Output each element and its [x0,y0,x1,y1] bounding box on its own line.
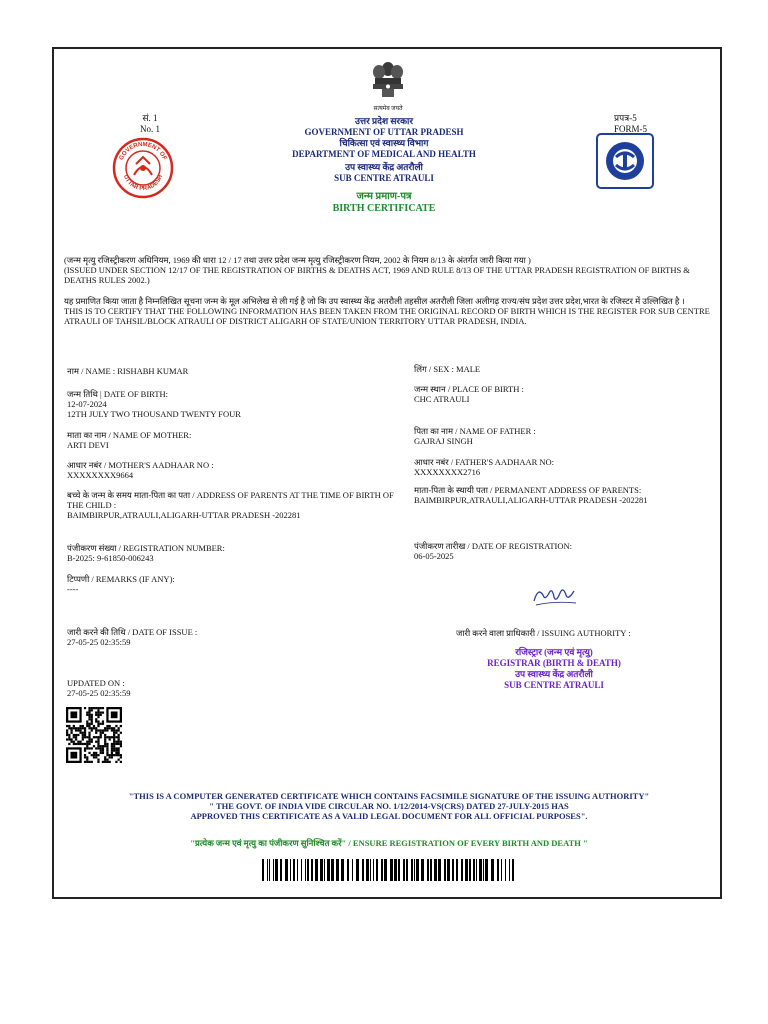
mother-aadhaar-value: XXXXXXXX9664 [67,470,134,480]
registration-date-label: पंजीकरण तारीख / DATE OF REGISTRATION: [414,541,573,551]
health-department-logo [596,133,654,194]
signature [530,581,580,616]
remarks [67,574,397,594]
dob-label: जन्म तिथि | DATE OF BIRTH: [67,389,169,399]
footer-line-3: APPROVED THIS CERTIFICATE AS A VALID LEGAL DOCUMENT FOR ALL OFFICIAL PURPOSES". [190,811,588,821]
serial-en: No. 1 [140,124,160,134]
address-at-birth [67,490,407,520]
father-aadhaar-value: XXXXXXXX2716 [414,467,481,477]
pob-label: जन्म स्थान / PLACE OF BIRTH : [414,384,524,394]
registration-number-label: पंजीकरण संख्या / REGISTRATION NUMBER: [67,543,225,553]
footer-line-1: "THIS IS A COMPUTER GENERATED CERTIFICATE WHICH CONTAINS FACSIMILE SIGNATURE OF THE ISSUING AUTHORITY" [128,791,650,801]
address-at-birth-value: BAIMBIRPUR,ATRAULI,ALIGARH-UTTAR PRADESH -202281 [67,510,301,520]
updated-value: 27-05-25 02:35:59 [67,688,131,698]
mother-aadhaar [67,460,397,480]
issue-date-label: जारी करने की तिथि / DATE OF ISSUE : [67,627,198,637]
qr-code-icon [66,707,122,763]
serial-hi: सं. 1 [142,113,158,123]
dob-words: 12TH JULY TWO THOUSAND TWENTY FOUR [67,409,241,419]
father-aadhaar-label: आधार नबंर / FATHER'S AADHAAR NO: [414,457,555,467]
department-hi: चिकित्सा एवं स्वास्थ्य विभाग [339,138,429,148]
serial-number [130,113,170,135]
certificate-title-en: BIRTH CERTIFICATE [332,203,436,214]
certification-text [64,296,718,326]
form-hi: प्रपत्र-5 [614,113,637,123]
registration-number [67,543,397,563]
statute-en: (ISSUED UNDER SECTION 12/17 OF THE REGISTRATION OF BIRTHS & DEATHS ACT, 1969 AND RULE 8/13 OF THE UTTAR PRADESH REGISTRATION OF BIRTHS & DEATHS RULES 2002.) [64,265,690,285]
place-of-birth [414,384,714,404]
header-block [234,116,534,215]
footer-line-2: " THE GOVT. OF INDIA VIDE CIRCULAR NO. 1/12/2014-VS(CRS) DATED 27-JULY-2015 HAS [209,801,569,811]
government-en: GOVERNMENT OF UTTAR PRADESH [304,127,464,137]
signature-icon [530,581,580,611]
mother-label: माता का नाम / NAME OF MOTHER: [67,430,192,440]
emblem-motto: सत्यमेव जयते [373,106,403,112]
father-aadhaar [414,457,714,477]
svg-text:GOVERNMENT OF: GOVERNMENT OF [118,141,168,162]
centre-hi: उप स्वास्थ्य केंद्र अतरौली [345,162,423,172]
centre-en: SUB CENTRE ATRAULI [334,173,434,183]
registration-number-value: B-2025: 9-61850-006243 [67,553,154,563]
barcode-icon [262,859,516,881]
registrar-en: REGISTRAR (BIRTH & DEATH) [487,658,621,668]
department-en: DEPARTMENT OF MEDICAL AND HEALTH [292,149,476,159]
date-of-issue [67,627,397,647]
crs-logo-icon [596,133,654,189]
svg-text:UTTAR PRADESH: UTTAR PRADESH [121,174,165,193]
sex [414,364,714,374]
sex-field: लिंग / SEX : MALE [414,364,481,374]
updated-on [67,678,397,698]
government-hi: उत्तर प्रदेश सरकार [354,116,414,126]
permanent-address [414,485,714,505]
up-government-seal [112,137,174,204]
certificate-title-hi: जन्म प्रमाण-पत्र [356,191,412,202]
up-seal-icon [112,137,174,199]
registrar-centre-en: SUB CENTRE ATRAULI [504,680,604,690]
issue-date-value: 27-05-25 02:35:59 [67,637,131,647]
form-en: FORM-5 [614,124,648,134]
father-value: GAJRAJ SINGH [414,436,473,446]
address-at-birth-label: बच्चे के जन्म के समय माता-पिता का पता / ADDRESS OF PARENTS AT THE TIME OF BIRTH OF THE CHILD : [67,490,394,510]
lion-capital-icon [368,59,408,101]
father-name [414,426,714,446]
remarks-value: ---- [67,584,79,594]
mother-name [67,430,397,450]
statute-hi: (जन्म मृत्यु रजिस्ट्रीकरण अधिनियम, 1969 की धारा 12 / 17 तथा उत्तर प्रदेश जन्म मृत्यु रजिस्ट्रीकरण नियम, 2002 के नियम 8/13 के अंतर्गत जारी किया गया ) [64,255,531,265]
certify-hi: यह प्रमाणित किया जाता है निम्नलिखित सूचना जन्म के मूल अभिलेख से ली गई है जो कि उप स्वास्थ्य केंद्र अतरौली तहसील अतरौली जिला अलीगढ़ राज्य/संघ प्रदेश उत्तर प्रदेश,भारत के रजिस्टर में उल्लिखित है । [64,296,685,306]
registrar-hi: रजिस्ट्रार (जन्म एवं मृत्यु) [515,647,593,657]
updated-label: UPDATED ON : [67,678,125,688]
registrar-centre-hi: उप स्वास्थ्य केंद्र अतरौली [515,669,593,679]
permanent-address-label: माता-पिता के स्थायी पता / PERMANENT ADDRESS OF PARENTS: [414,485,642,495]
name-field: नाम / NAME : RISHABH KUMAR [67,366,189,376]
statute-text [64,255,714,285]
date-of-birth [67,389,397,419]
registration-date-value: 06-05-2025 [414,551,454,561]
qr-code [66,707,122,768]
certificate-frame [52,47,722,899]
registrar-block [444,647,664,691]
permanent-address-value: BAIMBIRPUR,ATRAULI,ALIGARH-UTTAR PRADESH -202281 [414,495,648,505]
national-emblem [368,59,408,111]
dob-value: 12-07-2024 [67,399,107,409]
pob-value: CHC ATRAULI [414,394,470,404]
father-label: पिता का नाम / NAME OF FATHER : [414,426,536,436]
form-number [614,113,674,135]
mother-aadhaar-label: आधार नबंर / MOTHER'S AADHAAR NO : [67,460,214,470]
date-of-registration [414,541,714,561]
footer-note [64,791,714,821]
barcode [262,859,516,886]
certify-en: THIS IS TO CERTIFY THAT THE FOLLOWING INFORMATION HAS BEEN TAKEN FROM THE ORIGINAL RECORD OF BIRTH WHICH IS THE REGISTER FOR SUB CENTRE ATRAULI OF TAHSIL/BLOCK ATRAULI OF DISTRICT ALIGARH OF STATE/UNION TERRITORY UTTAR PRADESH, INDIA. [64,306,710,326]
mother-value: ARTI DEVI [67,440,109,450]
remarks-label: टिप्पणी / REMARKS (IF ANY): [67,574,175,584]
footer-slogan: "प्रत्येक जन्म एवं मृत्यु का पंजीकरण सुनिश्चित करें" / ENSURE REGISTRATION OF EVERY BIRTH AND DEATH " [190,838,588,848]
issuing-authority-label: जारी करने वाला प्राधिकारी / ISSUING AUTHORITY : [456,628,631,638]
child-name [67,366,397,376]
